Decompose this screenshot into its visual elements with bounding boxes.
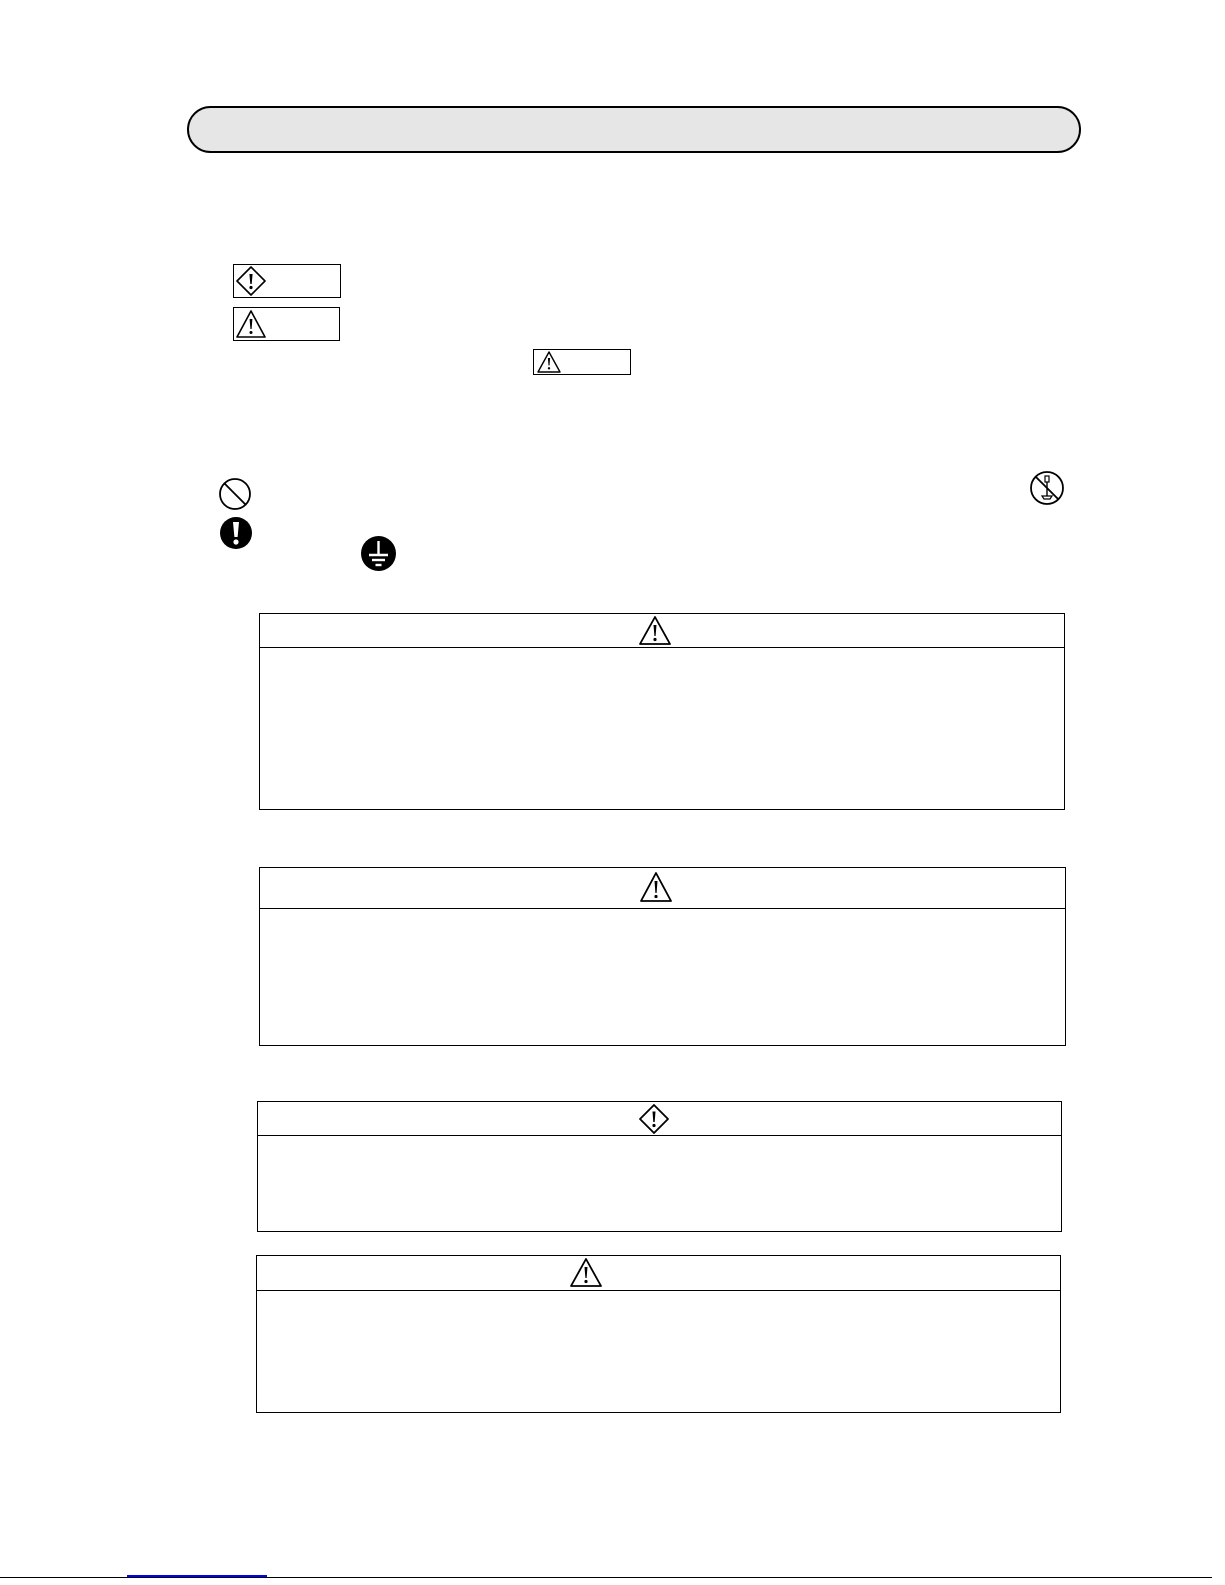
warning-panel-1 [259, 613, 1065, 810]
warning-diamond-icon [637, 1103, 671, 1135]
panel-header [260, 868, 1065, 909]
legend-caution-box [233, 307, 340, 341]
footer-link[interactable] [127, 1575, 267, 1577]
warning-panel-4 [256, 1255, 1061, 1413]
panel-header [258, 1102, 1061, 1136]
inline-caution-box [533, 349, 631, 375]
caution-triangle-icon [535, 350, 563, 374]
warning-panel-3 [257, 1101, 1062, 1232]
no-disassembly-icon [1029, 470, 1065, 506]
caution-triangle-icon [637, 615, 673, 647]
no-disassembly-symbol [1029, 470, 1065, 506]
mandatory-symbol [219, 516, 253, 550]
warning-panel-2 [259, 867, 1066, 1046]
panel-header [257, 1256, 1060, 1291]
caution-triangle-icon [568, 1257, 604, 1289]
section-title-banner [187, 106, 1081, 153]
prohibited-symbol [218, 477, 252, 511]
ground-connection-icon [360, 535, 397, 572]
ground-symbol [360, 535, 397, 572]
footer-divider [0, 1577, 1212, 1578]
caution-triangle-icon [638, 871, 674, 905]
caution-triangle-icon [234, 308, 268, 340]
panel-header [260, 614, 1064, 648]
warning-diamond-icon [235, 265, 267, 297]
legend-warning-box [233, 264, 341, 298]
mandatory-exclamation-icon [219, 516, 253, 550]
prohibited-circle-icon [218, 477, 252, 511]
